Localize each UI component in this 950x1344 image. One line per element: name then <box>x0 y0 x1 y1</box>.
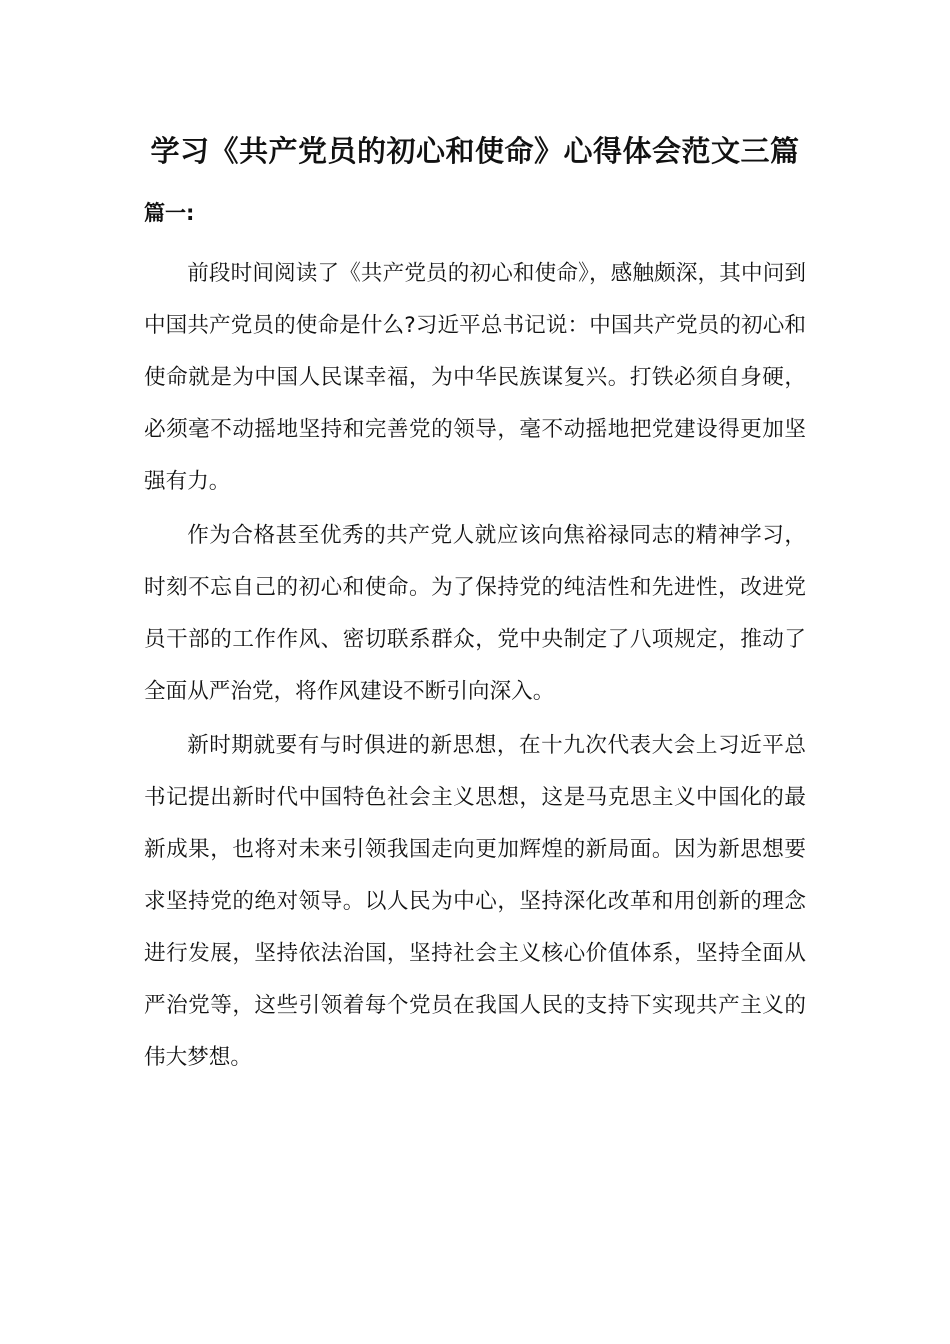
body-paragraph-2: 作为合格甚至优秀的共产党人就应该向焦裕禄同志的精神学习，时刻不忘自己的初心和使命。为了保持党的纯洁性和先进性，改进党员干部的工作作风、密切联系群众，党中央制定了八项规定，推动了全面从严治党，将作风建设不断引向深入。 <box>144 523 806 704</box>
body-paragraph-1: 前段时间阅读了《共产党员的初心和使命》，感触颇深，其中问到中国共产党员的使命是什么?习近平总书记说：中国共产党员的初心和使命就是为中国人民谋幸福，为中华民族谋复兴。打铁必须自身硬，必须毫不动摇地坚持和完善党的领导，毫不动摇地把党建设得更加坚强有力。 <box>144 261 806 494</box>
body-paragraph-3: 新时期就要有与时俱进的新思想，在十九次代表大会上习近平总书记提出新时代中国特色社会主义思想，这是马克思主义中国化的最新成果，也将对未来引领我国走向更加辉煌的新局面。因为新思想要求坚持党的绝对领导。以人民为中心，坚持深化改革和用创新的理念进行发展，坚持依法治国，坚持社会主义核心价值体系，坚持全面从严治党等，这些引领着每个党员在我国人民的支持下实现共产主义的伟大梦想。 <box>144 733 806 1070</box>
document-title: 学习《共产党员的初心和使命》心得体会范文三篇 <box>150 134 800 168</box>
section-heading: 篇一: <box>144 201 195 225</box>
